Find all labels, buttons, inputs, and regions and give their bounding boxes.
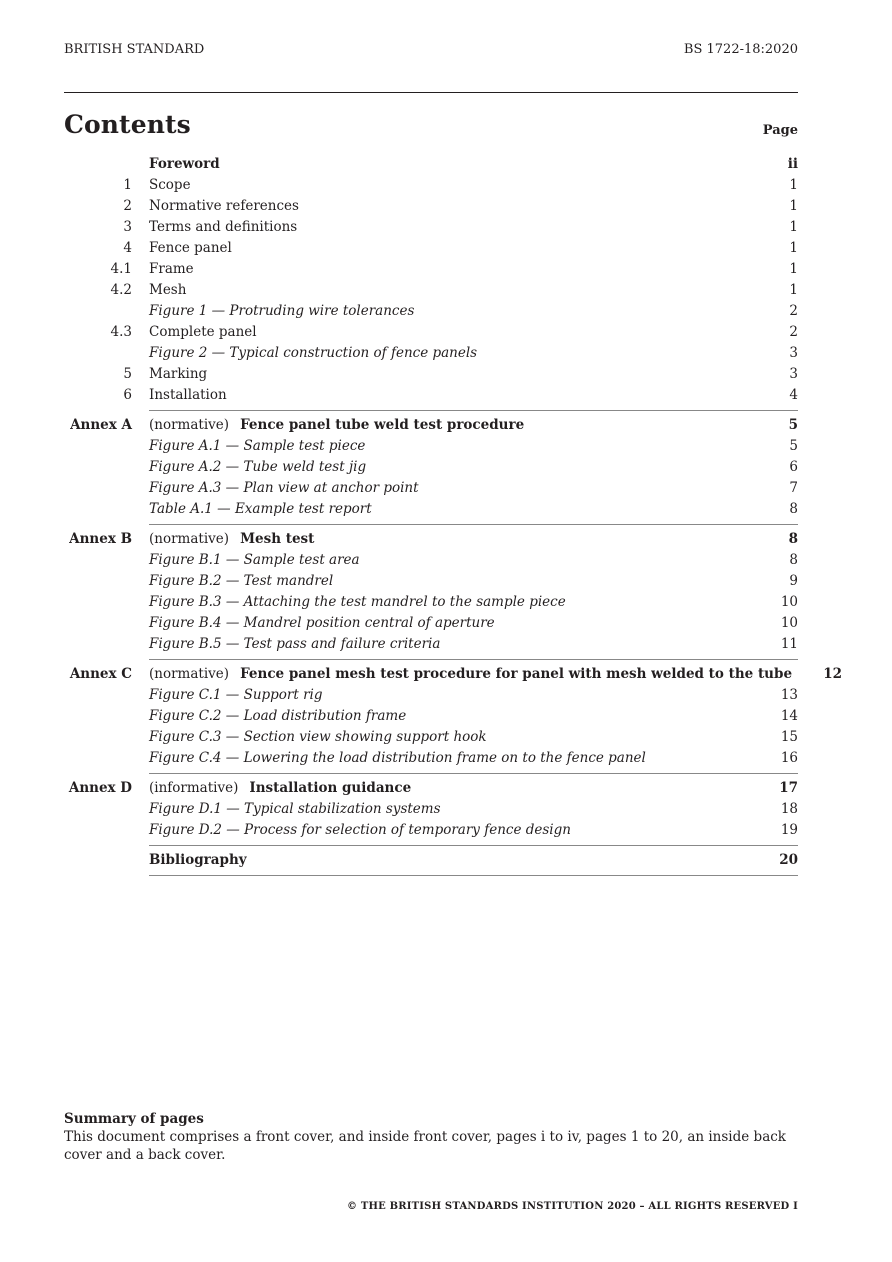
toc-separator	[149, 845, 798, 846]
annex-label: Annex B	[69, 531, 132, 547]
toc-entry-page: 4	[789, 387, 798, 403]
toc-entry[interactable]	[64, 196, 798, 217]
summary-body: This document comprises a front cover, and inside front cover, pages i to iv, pages 1 to 20, an inside back cover and a back cover.	[64, 1129, 786, 1163]
toc-entry-page: 8	[789, 501, 798, 517]
toc-entry-title: Figure B.4 — Mandrel position central of aperture	[149, 615, 495, 631]
toc-entry-title: Figure C.3 — Section view showing support hook	[149, 729, 487, 745]
annex-page: 8	[788, 531, 798, 547]
toc-entry-title: Figure C.1 — Support rig	[149, 687, 323, 703]
toc-entry-page: 1	[789, 219, 798, 235]
annex-label: Annex C	[69, 666, 132, 682]
annex-type: (normative)	[149, 417, 230, 433]
copyright-footer: © THE BRITISH STANDARDS INSTITUTION 2020 – ALL RIGHTS RESERVED I	[346, 1201, 798, 1212]
toc-entry-title: Fence panel	[149, 240, 232, 256]
annex-title: Mesh test	[240, 531, 315, 547]
summary-heading: Summary of pages	[64, 1111, 204, 1127]
toc-figure-entry[interactable]	[64, 436, 798, 457]
toc-entry-page: 8	[789, 552, 798, 568]
toc-entry-number: 6	[123, 387, 132, 403]
toc-entry-title: Marking	[149, 366, 208, 382]
toc-entry-title: Figure 1 — Protruding wire tolerances	[149, 303, 415, 319]
annex-page: 12	[823, 666, 843, 682]
annex-type: (normative)	[149, 666, 230, 682]
toc-entry-title: Figure A.1 — Sample test piece	[149, 438, 366, 454]
toc-entry-page: 3	[789, 366, 798, 382]
annex-page: 17	[779, 780, 798, 796]
toc-figure-entry[interactable]	[64, 571, 798, 592]
toc-entry-page: 6	[789, 459, 798, 475]
toc-entry-page: 10	[780, 615, 798, 631]
toc-entry-title: Figure C.4 — Lowering the load distribution frame on to the fence panel	[149, 750, 646, 766]
toc-figure-entry[interactable]	[64, 706, 798, 727]
toc-entry-title: Figure D.2 — Process for selection of temporary fence design	[149, 822, 571, 838]
toc-entry-title: Figure B.5 — Test pass and failure criteria	[149, 636, 441, 652]
toc-annex-heading[interactable]	[64, 529, 798, 550]
annex-title: Installation guidance	[249, 780, 412, 796]
toc-entry-page: 1	[789, 177, 798, 193]
page-title: Contents	[64, 110, 191, 139]
annex-page: 5	[788, 417, 798, 433]
toc-annex-heading[interactable]	[64, 664, 843, 685]
toc-separator	[149, 659, 798, 660]
toc-entry[interactable]	[64, 238, 798, 259]
toc-entry-page: 19	[780, 822, 798, 838]
toc-entry-page: 1	[789, 198, 798, 214]
toc-entry-number: 5	[123, 366, 132, 382]
running-header-left: BRITISH STANDARD	[64, 42, 205, 57]
toc-figure-entry[interactable]	[64, 592, 798, 613]
toc-entry-title: Scope	[149, 177, 191, 193]
toc-figure-entry[interactable]	[64, 799, 798, 820]
toc-entry-title: Figure B.1 — Sample test area	[149, 552, 360, 568]
annex-title-wrapper	[132, 778, 748, 799]
toc-entry-page: 7	[789, 480, 798, 496]
toc-figure-entry[interactable]	[64, 748, 798, 769]
toc-entry-title: Figure B.3 — Attaching the test mandrel to the sample piece	[149, 594, 566, 610]
toc-entry-title: Figure B.2 — Test mandrel	[149, 573, 334, 589]
header-rule	[64, 92, 798, 93]
toc-separator	[149, 524, 798, 525]
toc-annex-heading[interactable]	[64, 415, 798, 436]
toc-figure-entry[interactable]	[64, 727, 798, 748]
summary-of-pages	[64, 1110, 798, 1164]
toc-entry-page: 9	[789, 573, 798, 589]
toc-entry-number: 4.3	[110, 324, 132, 340]
toc-entry-title: Frame	[149, 261, 194, 277]
annex-title-wrapper	[132, 529, 748, 550]
toc-entry-page: 13	[780, 687, 798, 703]
toc-entry-page: 2	[789, 303, 798, 319]
toc-entry-number: 4.1	[110, 261, 132, 277]
toc-entry-title: Figure A.3 — Plan view at anchor point	[149, 480, 419, 496]
toc-entry-title: Normative references	[149, 198, 299, 214]
toc-figure-entry[interactable]	[64, 613, 798, 634]
toc-entry-title: Figure A.2 — Tube weld test jig	[149, 459, 367, 475]
toc-entry-title: Figure C.2 — Load distribution frame	[149, 708, 407, 724]
toc-figure-entry[interactable]	[64, 550, 798, 571]
toc-entry-number: 2	[123, 198, 132, 214]
toc-entry-title: Figure D.1 — Typical stabilization systems	[149, 801, 441, 817]
annex-type: (informative)	[149, 780, 239, 796]
toc-entry-title: Complete panel	[149, 324, 257, 340]
annex-title-wrapper	[132, 415, 748, 436]
toc-entry[interactable]	[64, 154, 798, 175]
toc-entry-title: Figure 2 — Typical construction of fence panels	[149, 345, 478, 361]
toc-entry-page: 2	[789, 324, 798, 340]
toc-figure-entry[interactable]	[64, 634, 798, 655]
toc-entry[interactable]	[64, 301, 798, 322]
toc-entry-page: ii	[787, 156, 798, 172]
toc-entry-number: 3	[123, 219, 132, 235]
page-column-label: Page	[762, 123, 798, 138]
toc-entry-page: 1	[789, 261, 798, 277]
annex-title-wrapper	[132, 664, 792, 685]
annex-label: Annex A	[70, 417, 132, 433]
toc-figure-entry[interactable]	[64, 820, 798, 841]
toc-entry[interactable]	[64, 385, 798, 406]
toc-entry-page: 5	[789, 438, 798, 454]
annex-label: Annex D	[68, 780, 132, 796]
toc-entry[interactable]	[64, 322, 798, 343]
toc-entry-title: Mesh	[149, 282, 187, 298]
toc-annex-heading[interactable]	[64, 778, 798, 799]
toc-entry-page: 14	[780, 708, 798, 724]
toc-bibliography[interactable]	[64, 850, 798, 871]
table-of-contents	[64, 154, 843, 876]
toc-entry[interactable]	[64, 175, 798, 196]
toc-figure-entry[interactable]	[64, 478, 798, 499]
toc-entry-title: Table A.1 — Example test report	[149, 501, 372, 517]
toc-entry[interactable]	[64, 259, 798, 280]
annex-type: (normative)	[149, 531, 230, 547]
toc-entry-title: Foreword	[149, 156, 220, 172]
toc-entry-page: 1	[789, 282, 798, 298]
annex-title: Fence panel tube weld test procedure	[240, 417, 525, 433]
toc-entry-page: 3	[789, 345, 798, 361]
toc-entry-page: 10	[780, 594, 798, 610]
toc-entry[interactable]	[64, 280, 798, 301]
toc-separator	[149, 773, 798, 774]
toc-entry-number: 4	[123, 240, 132, 256]
running-header-right: BS 1722-18:2020	[683, 42, 798, 57]
toc-entry-title: Installation	[149, 387, 227, 403]
toc-entry-page: 18	[780, 801, 798, 817]
toc-entry[interactable]	[64, 343, 798, 364]
bibliography-title: Bibliography	[149, 852, 247, 868]
toc-figure-entry[interactable]	[64, 685, 798, 706]
toc-entry-page: 1	[789, 240, 798, 256]
toc-entry-page: 11	[780, 636, 798, 652]
toc-entry-title: Terms and definitions	[149, 219, 298, 235]
toc-figure-entry[interactable]	[64, 457, 798, 478]
bibliography-page: 20	[779, 852, 798, 868]
toc-entry-number: 4.2	[110, 282, 132, 298]
toc-separator	[149, 410, 798, 411]
toc-entry[interactable]	[64, 364, 798, 385]
toc-entry-page: 15	[780, 729, 798, 745]
toc-entry[interactable]	[64, 217, 798, 238]
toc-separator	[149, 875, 798, 876]
annex-title: Fence panel mesh test procedure for panel with mesh welded to the tube	[240, 666, 793, 682]
toc-figure-entry[interactable]	[64, 499, 798, 520]
toc-entry-page: 16	[780, 750, 798, 766]
toc-entry-number: 1	[123, 177, 132, 193]
